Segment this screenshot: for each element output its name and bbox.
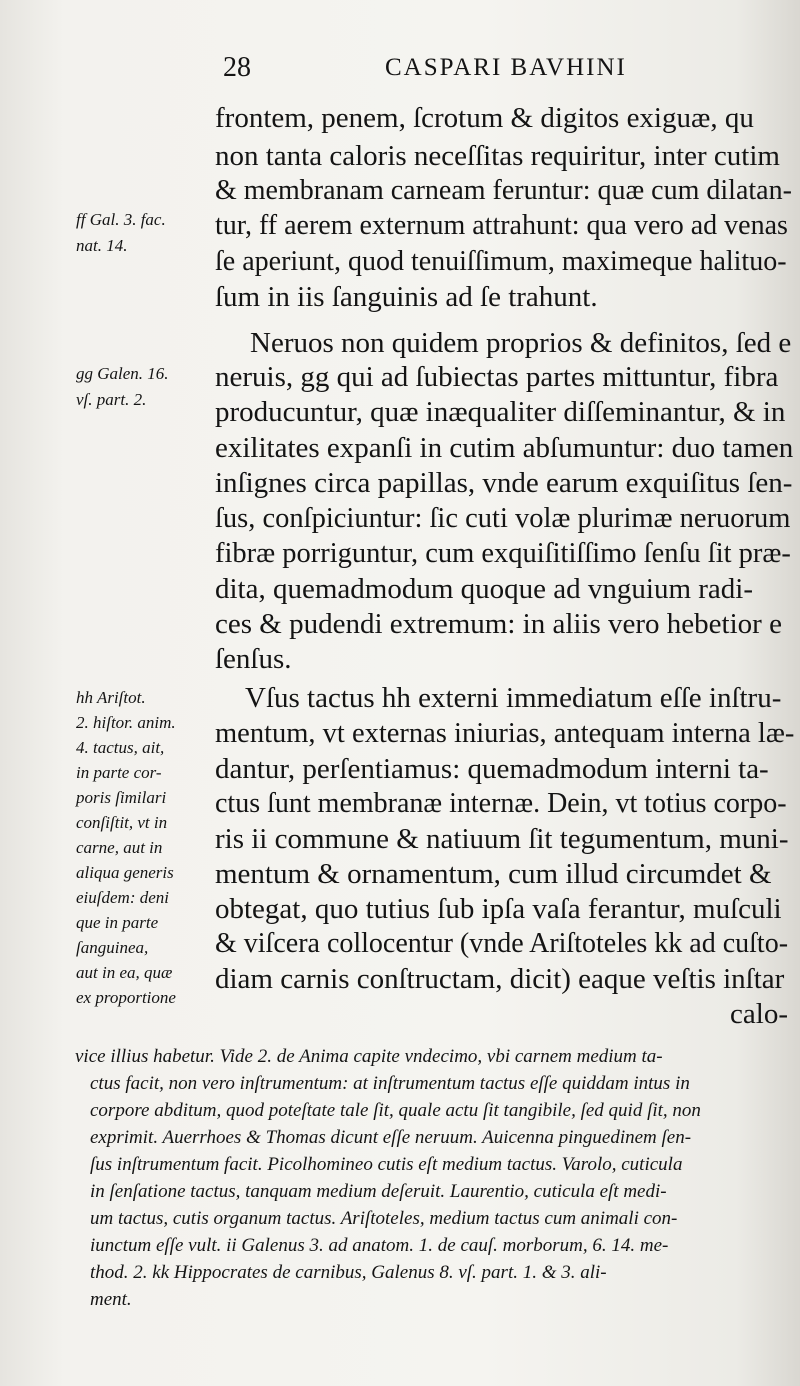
main-text-line: ces & pudendi extremum: in aliis vero hebetior e (215, 608, 782, 640)
footnote-line: corpore abditum, quod poteſtate tale ſit, quale actu ſit tangibile, ſed quid ſit, non (90, 1100, 701, 1121)
main-text-line: obtegat, quo tutius ſub ipſa vaſa ferantur, muſculi (215, 893, 782, 925)
main-text-line: ris ii commune & natiuum ſit tegumentum, muni- (215, 823, 789, 855)
footnote-line: iunctum eſſe vult. ii Galenus 3. ad anatom. 1. de cauſ. morborum, 6. 14. me- (90, 1235, 669, 1256)
main-text-line: Vſus tactus hh externi immediatum eſſe inſtru- (245, 682, 782, 714)
footnote-line: thod. 2. kk Hippocrates de carnibus, Galenus 8. vſ. part. 1. & 3. ali- (90, 1262, 607, 1283)
main-text-line: producuntur, quæ inæqualiter diſſeminantur, & in (215, 396, 786, 428)
main-text-line: ſenſus. (215, 643, 292, 675)
main-text-line: neruis, gg qui ad ſubiectas partes mittuntur, fibra (215, 361, 779, 393)
main-text-line: mentum & ornamentum, cum illud circumdet & (215, 858, 772, 890)
main-text-line: ſus, conſpiciuntur: ſic cuti volæ plurimæ neruorum (215, 503, 791, 534)
catchword: calo- (730, 998, 788, 1030)
marginal-note: 2. hiſtor. anim. (76, 713, 176, 732)
footnote-line: ſus inſtrumentum facit. Picolhomineo cutis eſt medium tactus. Varolo, cuticula (90, 1154, 683, 1175)
marginal-note: ex proportione (76, 988, 176, 1007)
main-text-line: dita, quemadmodum quoque ad vnguium radi- (215, 573, 754, 605)
main-text-line: fibræ porriguntur, cum exquiſitiſſimo ſenſu ſit præ- (215, 538, 791, 569)
main-text-line: ſe aperiunt, quod tenuiſſimum, maximeque halituo- (215, 246, 787, 277)
main-text-line: & viſcera collocentur (vnde Ariſtoteles kk ad cuſto- (215, 928, 789, 959)
main-text-line: exilitates expanſi in cutim abſumuntur: duo tamen (215, 432, 794, 464)
footnote-line: um tactus, cutis organum tactus. Ariſtoteles, medium tactus cum animali con- (90, 1208, 678, 1229)
footnote-line: vice illius habetur. Vide 2. de Anima capite vndecimo, vbi carnem medium ta- (75, 1046, 663, 1067)
main-text-line: tur, ff aerem externum attrahunt: qua vero ad venas (215, 210, 788, 241)
marginal-note: ff Gal. 3. fac. (76, 210, 166, 229)
marginal-note: que in parte (76, 913, 159, 932)
main-text-line: Neruos non quidem proprios & definitos, ſed e (250, 327, 792, 359)
marginal-note: eiuſdem: deni (76, 888, 169, 907)
main-text-line: diam carnis conſtructam, dicit) eaque veſtis inſtar (215, 963, 785, 995)
main-text-line: mentum, vt externas iniurias, antequam interna læ- (215, 718, 795, 749)
marginal-note: 4. tactus, ait, (76, 738, 165, 757)
main-text-line: inſignes circa papillas, vnde earum exquiſitus ſen- (215, 467, 793, 499)
running-header (215, 52, 800, 92)
marginal-note: hh Ariſtot. (76, 688, 146, 707)
main-text-line: dantur, perſentiamus: quemadmodum interni ta- (215, 753, 769, 785)
footnote-line: ment. (90, 1289, 132, 1310)
marginal-note: aliqua generis (76, 863, 174, 882)
main-text-line: non tanta caloris neceſſitas requiritur, inter cutim (215, 140, 780, 172)
marginal-note: conſiſtit, vt in (76, 813, 168, 832)
marginal-note: in parte cor- (76, 763, 162, 782)
marginal-note: ſanguinea, (76, 938, 149, 957)
running-title: CASPARI BAVHINI (385, 54, 627, 81)
main-text-line: ctus ſunt membranæ internæ. Dein, vt totius corpo- (215, 788, 787, 819)
footnote-line: exprimit. Auerrhoes & Thomas dicunt eſſe neruum. Auicenna pinguedinem ſen- (90, 1127, 692, 1148)
main-text-line: frontem, penem, ſcrotum & digitos exiguæ, qu (215, 102, 754, 134)
main-text-line: ſum in iis ſanguinis ad ſe trahunt. (215, 281, 598, 313)
marginal-note: nat. 14. (76, 236, 128, 255)
marginal-note: carne, aut in (76, 838, 163, 857)
main-text-line: & membranam carneam feruntur: quæ cum dilatan- (215, 175, 792, 206)
marginal-note: vſ. part. 2. (76, 390, 147, 409)
marginal-note: gg Galen. 16. (76, 364, 169, 383)
footnote-line: in ſenſatione tactus, tanquam medium deſeruit. Laurentio, cuticula eſt medi- (90, 1181, 667, 1202)
marginal-note: aut in ea, quæ (76, 963, 173, 982)
page-number: 28 (223, 52, 251, 83)
footnote-line: ctus facit, non vero inſtrumentum: at inſtrumentum tactus eſſe quiddam intus in (90, 1073, 690, 1094)
marginal-note: poris ſimilari (76, 788, 167, 807)
